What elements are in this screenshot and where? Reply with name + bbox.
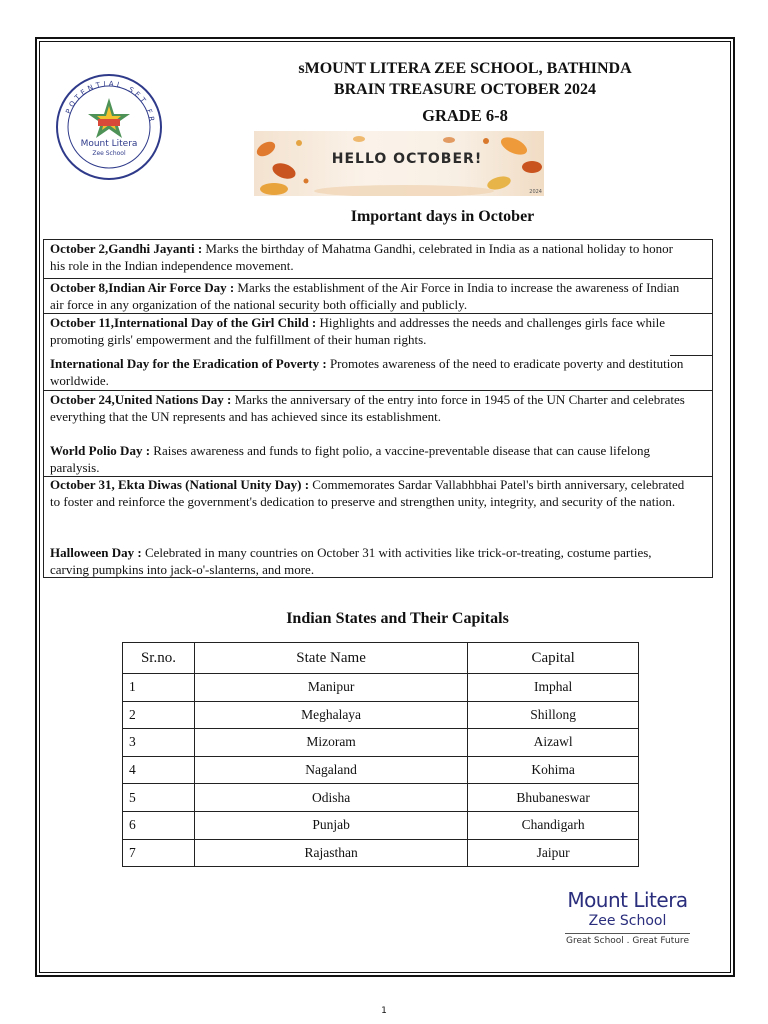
- banner-tag: 2024: [529, 189, 542, 195]
- state-cell: Punjab: [194, 811, 467, 839]
- day-description: Promotes awareness of the need to eradicate poverty and destitution worldwide.: [50, 356, 684, 388]
- day-title: October 8,Indian Air Force Day :: [50, 280, 235, 295]
- capitals-heading: Indian States and Their Capitals: [286, 610, 509, 627]
- day-description: Commemorates Sardar Vallabhbhai Patel's birth anniversary, celebrated to foster and reinforce the government's dedication to preserve and strengthen unity, integrity, and security of the nation.: [50, 477, 685, 509]
- logo-name: Mount Litera: [80, 139, 138, 149]
- table-row: [123, 811, 639, 839]
- day-description: Marks the establishment of the Air Force in India to increase the awareness of Indian air force in any organization of the national security both officially and publicly.: [50, 280, 680, 312]
- state-cell: Odisha: [194, 784, 467, 812]
- column-header: Capital: [468, 643, 639, 674]
- day-title: International Day for the Eradication of Poverty :: [50, 356, 327, 371]
- capitals-table: [122, 642, 639, 867]
- day-description: Raises awareness and funds to fight polio, a vaccine-preventable disease that can cause lifelong paralysis.: [50, 443, 650, 475]
- important-day-entry: [50, 355, 690, 389]
- sr-cell: 7: [123, 839, 195, 867]
- table-row: [123, 756, 639, 784]
- logo-ring-text: POTENTIAL SET FR: [64, 79, 157, 125]
- brand-name: Mount Litera: [567, 888, 688, 912]
- capital-cell: Chandigarh: [468, 811, 639, 839]
- day-title: October 2,Gandhi Jayanti :: [50, 241, 203, 256]
- banner-text: HELLO OCTOBER!: [331, 151, 483, 167]
- logo-sub: Zee School: [92, 150, 126, 157]
- state-cell: Manipur: [194, 674, 467, 702]
- table-row: [123, 674, 639, 702]
- issue-title: BRAIN TREASURE OCTOBER 2024: [333, 81, 597, 98]
- capital-cell: Kohima: [468, 756, 639, 784]
- column-header: Sr.no.: [123, 643, 195, 674]
- state-cell: Rajasthan: [194, 839, 467, 867]
- grade-title: GRADE 6-8: [422, 106, 508, 125]
- page-number: 1: [381, 1006, 387, 1016]
- important-day-entry: [50, 240, 690, 274]
- hello-october-banner: [254, 131, 544, 196]
- day-description: Marks the birthday of Mahatma Gandhi, celebrated in India as a national holiday to honor his role in the Indian independence movement.: [50, 241, 673, 273]
- table-header-row: [123, 643, 639, 674]
- brand-divider: [565, 933, 690, 934]
- brand-tagline: Great School . Great Future: [566, 936, 689, 946]
- sr-cell: 4: [123, 756, 195, 784]
- capital-cell: Shillong: [468, 701, 639, 729]
- day-title: World Polio Day :: [50, 443, 151, 458]
- state-cell: Mizoram: [194, 729, 467, 757]
- table-row: [123, 701, 639, 729]
- school-title: sMOUNT LITERA ZEE SCHOOL, BATHINDA: [298, 60, 632, 77]
- state-cell: Meghalaya: [194, 701, 467, 729]
- capital-cell: Imphal: [468, 674, 639, 702]
- important-days-heading: Important days in October: [350, 208, 535, 225]
- table-row: [123, 729, 639, 757]
- sr-cell: 5: [123, 784, 195, 812]
- important-day-entry: [50, 391, 690, 425]
- important-day-entry: [50, 279, 690, 313]
- capital-cell: Bhubaneswar: [468, 784, 639, 812]
- column-header: State Name: [194, 643, 467, 674]
- capital-cell: Aizawl: [468, 729, 639, 757]
- day-title: October 11,International Day of the Girl Child :: [50, 315, 317, 330]
- table-row: [123, 784, 639, 812]
- sr-cell: 1: [123, 674, 195, 702]
- important-day-entry: [50, 442, 690, 476]
- important-day-entry: [50, 314, 690, 348]
- capital-cell: Jaipur: [468, 839, 639, 867]
- important-day-entry: [50, 544, 690, 578]
- state-cell: Nagaland: [194, 756, 467, 784]
- sr-cell: 6: [123, 811, 195, 839]
- day-title: Halloween Day :: [50, 545, 142, 560]
- footer-brand: [560, 888, 695, 946]
- brand-sub: Zee School: [588, 913, 667, 929]
- day-title: October 31, Ekta Diwas (National Unity Day) :: [50, 477, 310, 492]
- important-day-entry: [50, 476, 690, 510]
- sr-cell: 2: [123, 701, 195, 729]
- school-logo: [54, 72, 164, 182]
- day-title: October 24,United Nations Day :: [50, 392, 232, 407]
- day-description: Marks the anniversary of the entry into force in 1945 of the UN Charter and celebrates everything that the UN represents and has achieved since its establishment.: [50, 392, 685, 424]
- day-description: Highlights and addresses the needs and challenges girls face while promoting girls' empowerment and the fulfillment of their human rights.: [50, 315, 665, 347]
- day-description: Celebrated in many countries on October 31 with activities like trick-or-treating, costume parties, carving pumpkins into jack-o'-slanterns, and more.: [50, 545, 652, 577]
- table-row: [123, 839, 639, 867]
- sr-cell: 3: [123, 729, 195, 757]
